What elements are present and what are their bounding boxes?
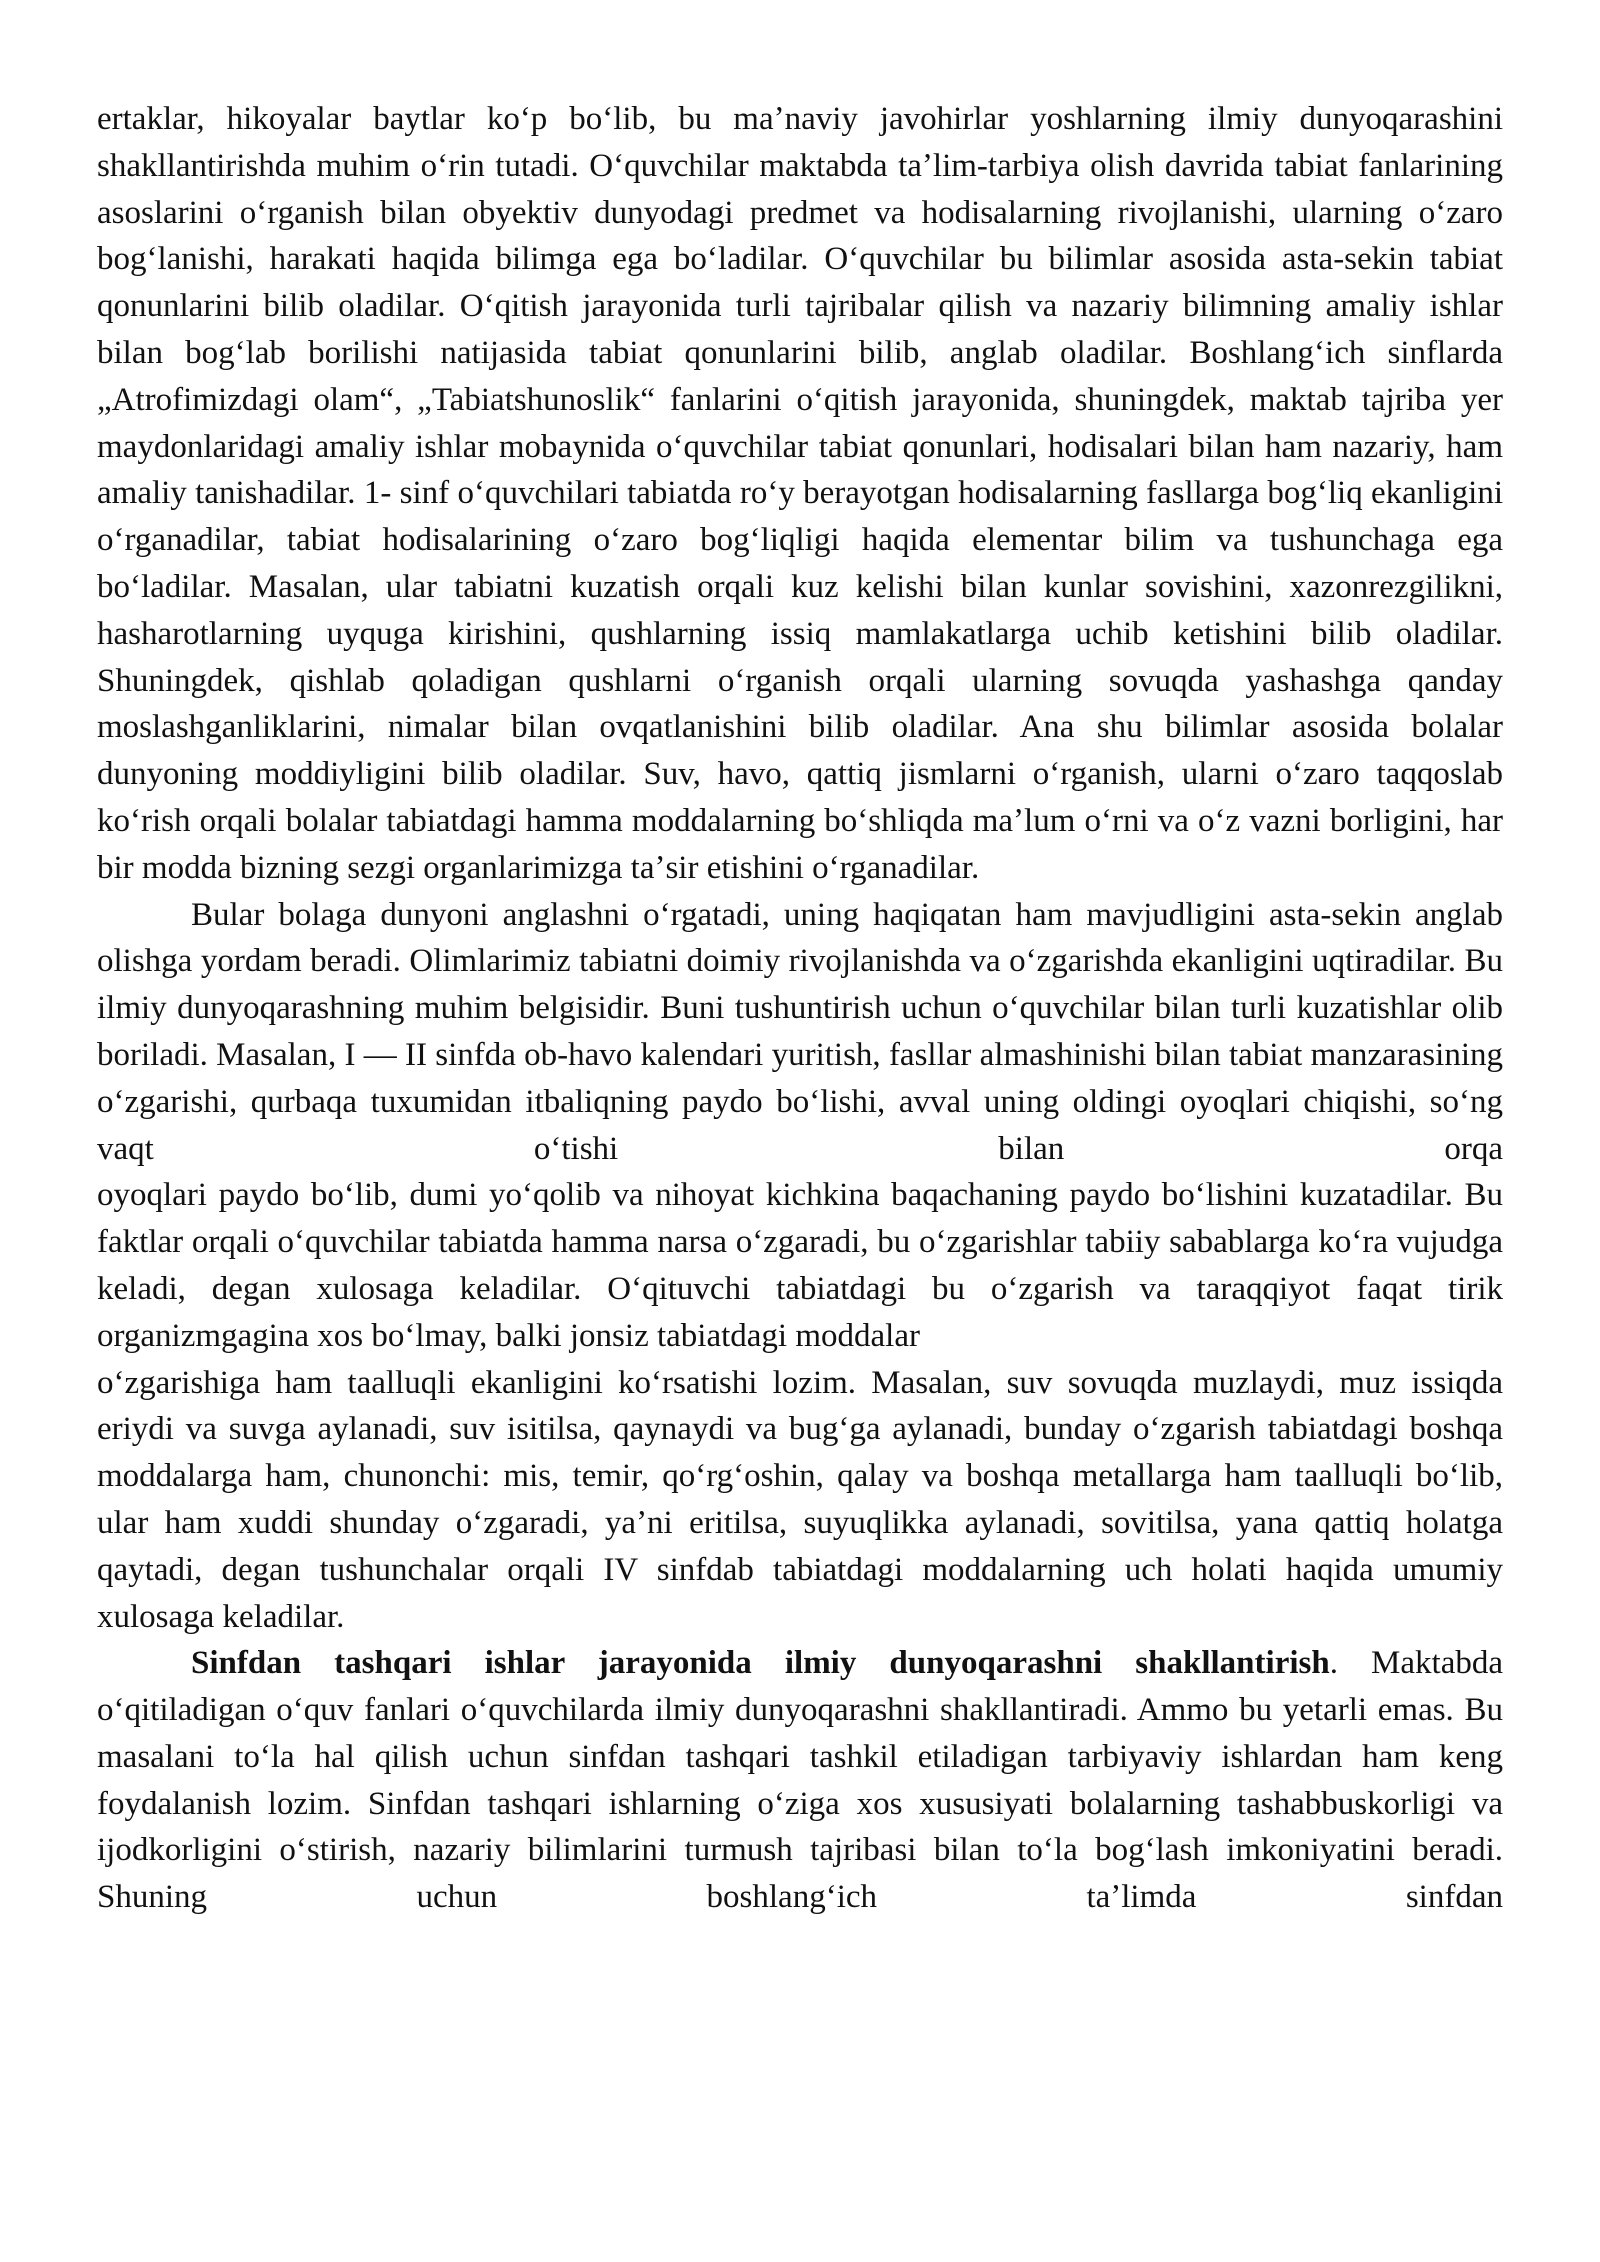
paragraph-4: oʻzgarishiga ham taalluqli ekanligini koʻrsatishi lozim. Masalan, suv sovuqda muzlaydi, muz issiqda eriydi va suvga aylanadi, suv isitilsa, qaynaydi va bugʻga aylanadi, bunday oʻzgarish tabiatdagi boshqa moddalarga ham, chunonchi: mis, temir, qoʻrgʻoshin, qalay va boshqa metallarga ham taalluqli boʻlib, ular ham xuddi shunday oʻzgaradi, yaʼni eritilsa, suyuqlikka aylanadi, sovitilsa, yana qattiq holatga qaytadi, degan tushunchalar orqali IV sinfdab tabiatdagi moddalarning uch holati haqida umumiy xulosaga keladilar. — [97, 1364, 1503, 1635]
paragraph-2: Bular bolaga dunyoni anglashni oʻrgatadi, uning haqiqatan ham mavjudligini asta-sekin anglab olishga yordam beradi. Olimlarimiz tabiatni doimiy rivojlanishda va oʻzgarishda ekanligini uqtiradilar. Bu ilmiy dunyoqarashning muhim belgisidir. Buni tushuntirish uchun oʻquvchilar bilan turli kuzatishlar olib boriladi. Masalan, I — II sinfda ob-havo kalendari yuritish, fasllar almashinishi bilan tabiat manzarasining oʻzgarishi, qurbaqa tuxumidan itbaliqning paydo boʻlishi, avval uning oldingi oyoqlari chiqishi, soʻng vaqt oʻtishi bilan orqa — [97, 896, 1503, 1167]
section-body: . Maktabda oʻqitiladigan oʻquv fanlari oʻquvchilarda ilmiy dunyoqarashni shakllantiradi. Ammo bu yetarli emas. Bu masalani toʻla hal qilish uchun sinfdan tashqari tashkil etiladigan tarbiyaviy ishlardan ham keng foydalanish lozim. Sinfdan tashqari ishlarning oʻziga xos xususiyati bolalarning tashabbuskorligi va ijodkorligini oʻstirish, nazariy bilimlarini turmush tajribasi bilan toʻla bogʻlash imkoniyatini beradi. Shuning uchun boshlangʻich taʼlimda sinfdan — [97, 1645, 1503, 1916]
paragraph-3: oyoqlari paydo boʻlib, dumi yoʻqolib va nihoyat kichkina baqachaning paydo boʻlishini kuzatadilar. Bu faktlar orqali oʻquvchilar tabiatda hamma narsa oʻzgaradi, bu oʻzgarishlar tabiiy sabablarga koʻra vujudga keladi, degan xulosaga keladilar. Oʻqituvchi tabiatdagi bu oʻzgarish va taraqqiyot faqat tirik organizmgagina xos boʻlmay, balki jonsiz tabiatdagi moddalar — [97, 1177, 1503, 1354]
paragraph-1: ertaklar, hikoyalar baytlar koʻp boʻlib, bu maʼnaviy javohirlar yoshlarning ilmiy dunyoqarashini shakllantirishda muhim oʻrin tutadi. Oʻquvchilar maktabda taʼlim-tarbiya olish davrida tabiat fanlarining asoslarini oʻrganish bilan obyektiv dunyodagi predmet va hodisalarning rivojlanishi, ularning oʻzaro bogʻlanishi, harakati haqida bilimga ega boʻladilar. Oʻquvchilar bu bilimlar asosida asta-sekin tabiat qonunlarini bilib oladilar. Oʻqitish jarayonida turli tajribalar qilish va nazariy bilimning amaliy ishlar bilan bogʻlab borilishi natijasida tabiat qonunlarini bilib, anglab oladilar. Boshlangʻich sinflarda „Atrofimizdagi olam“, „Tabiatshunoslik“ fanlarini oʻqitish jarayonida, shuningdek, maktab tajriba yer maydonlaridagi amaliy ishlar mobaynida oʻquvchilar tabiat qonunlari, hodisalari bilan ham nazariy, ham amaliy tanishadilar. 1- sinf oʻquvchilari tabiatda roʻy berayotgan hodisalarning fasllarga bogʻliq ekanligini oʻrganadilar, tabiat hodisalarining oʻzaro bogʻliqligi haqida elementar bilim va tushunchaga ega boʻladilar. Masalan, ular tabiatni kuzatish orqali kuz kelishi bilan kunlar sovishini, xazonrezgilikni, hasharotlarning uyquga kirishini, qushlarning issiq mamlakatlarga uchib ketishini bilib oladilar. Shuningdek, qishlab qoladigan qushlarni oʻrganish orqali ularning sovuqda yashashga qanday moslashganliklarini, nimalar bilan ovqatlanishini bilib oladilar. Ana shu bilimlar asosida bolalar dunyoning moddiyligini bilib oladilar. Suv, havo, qattiq jismlarni oʻrganish, ularni oʻzaro taqqoslab koʻrish orqali bolalar tabiatdagi hamma moddalarning boʻshliqda maʼlum oʻrni va oʻz vazni borligini, har bir modda bizning sezgi organlarimizga taʼsir etishini oʻrganadilar. — [97, 101, 1503, 886]
section-heading: Sinfdan tashqari ishlar jarayonida ilmiy dunyoqarashni shakllantirish — [191, 1645, 1330, 1682]
section-paragraph — [97, 1640, 1503, 1921]
document-page — [97, 96, 1503, 1921]
